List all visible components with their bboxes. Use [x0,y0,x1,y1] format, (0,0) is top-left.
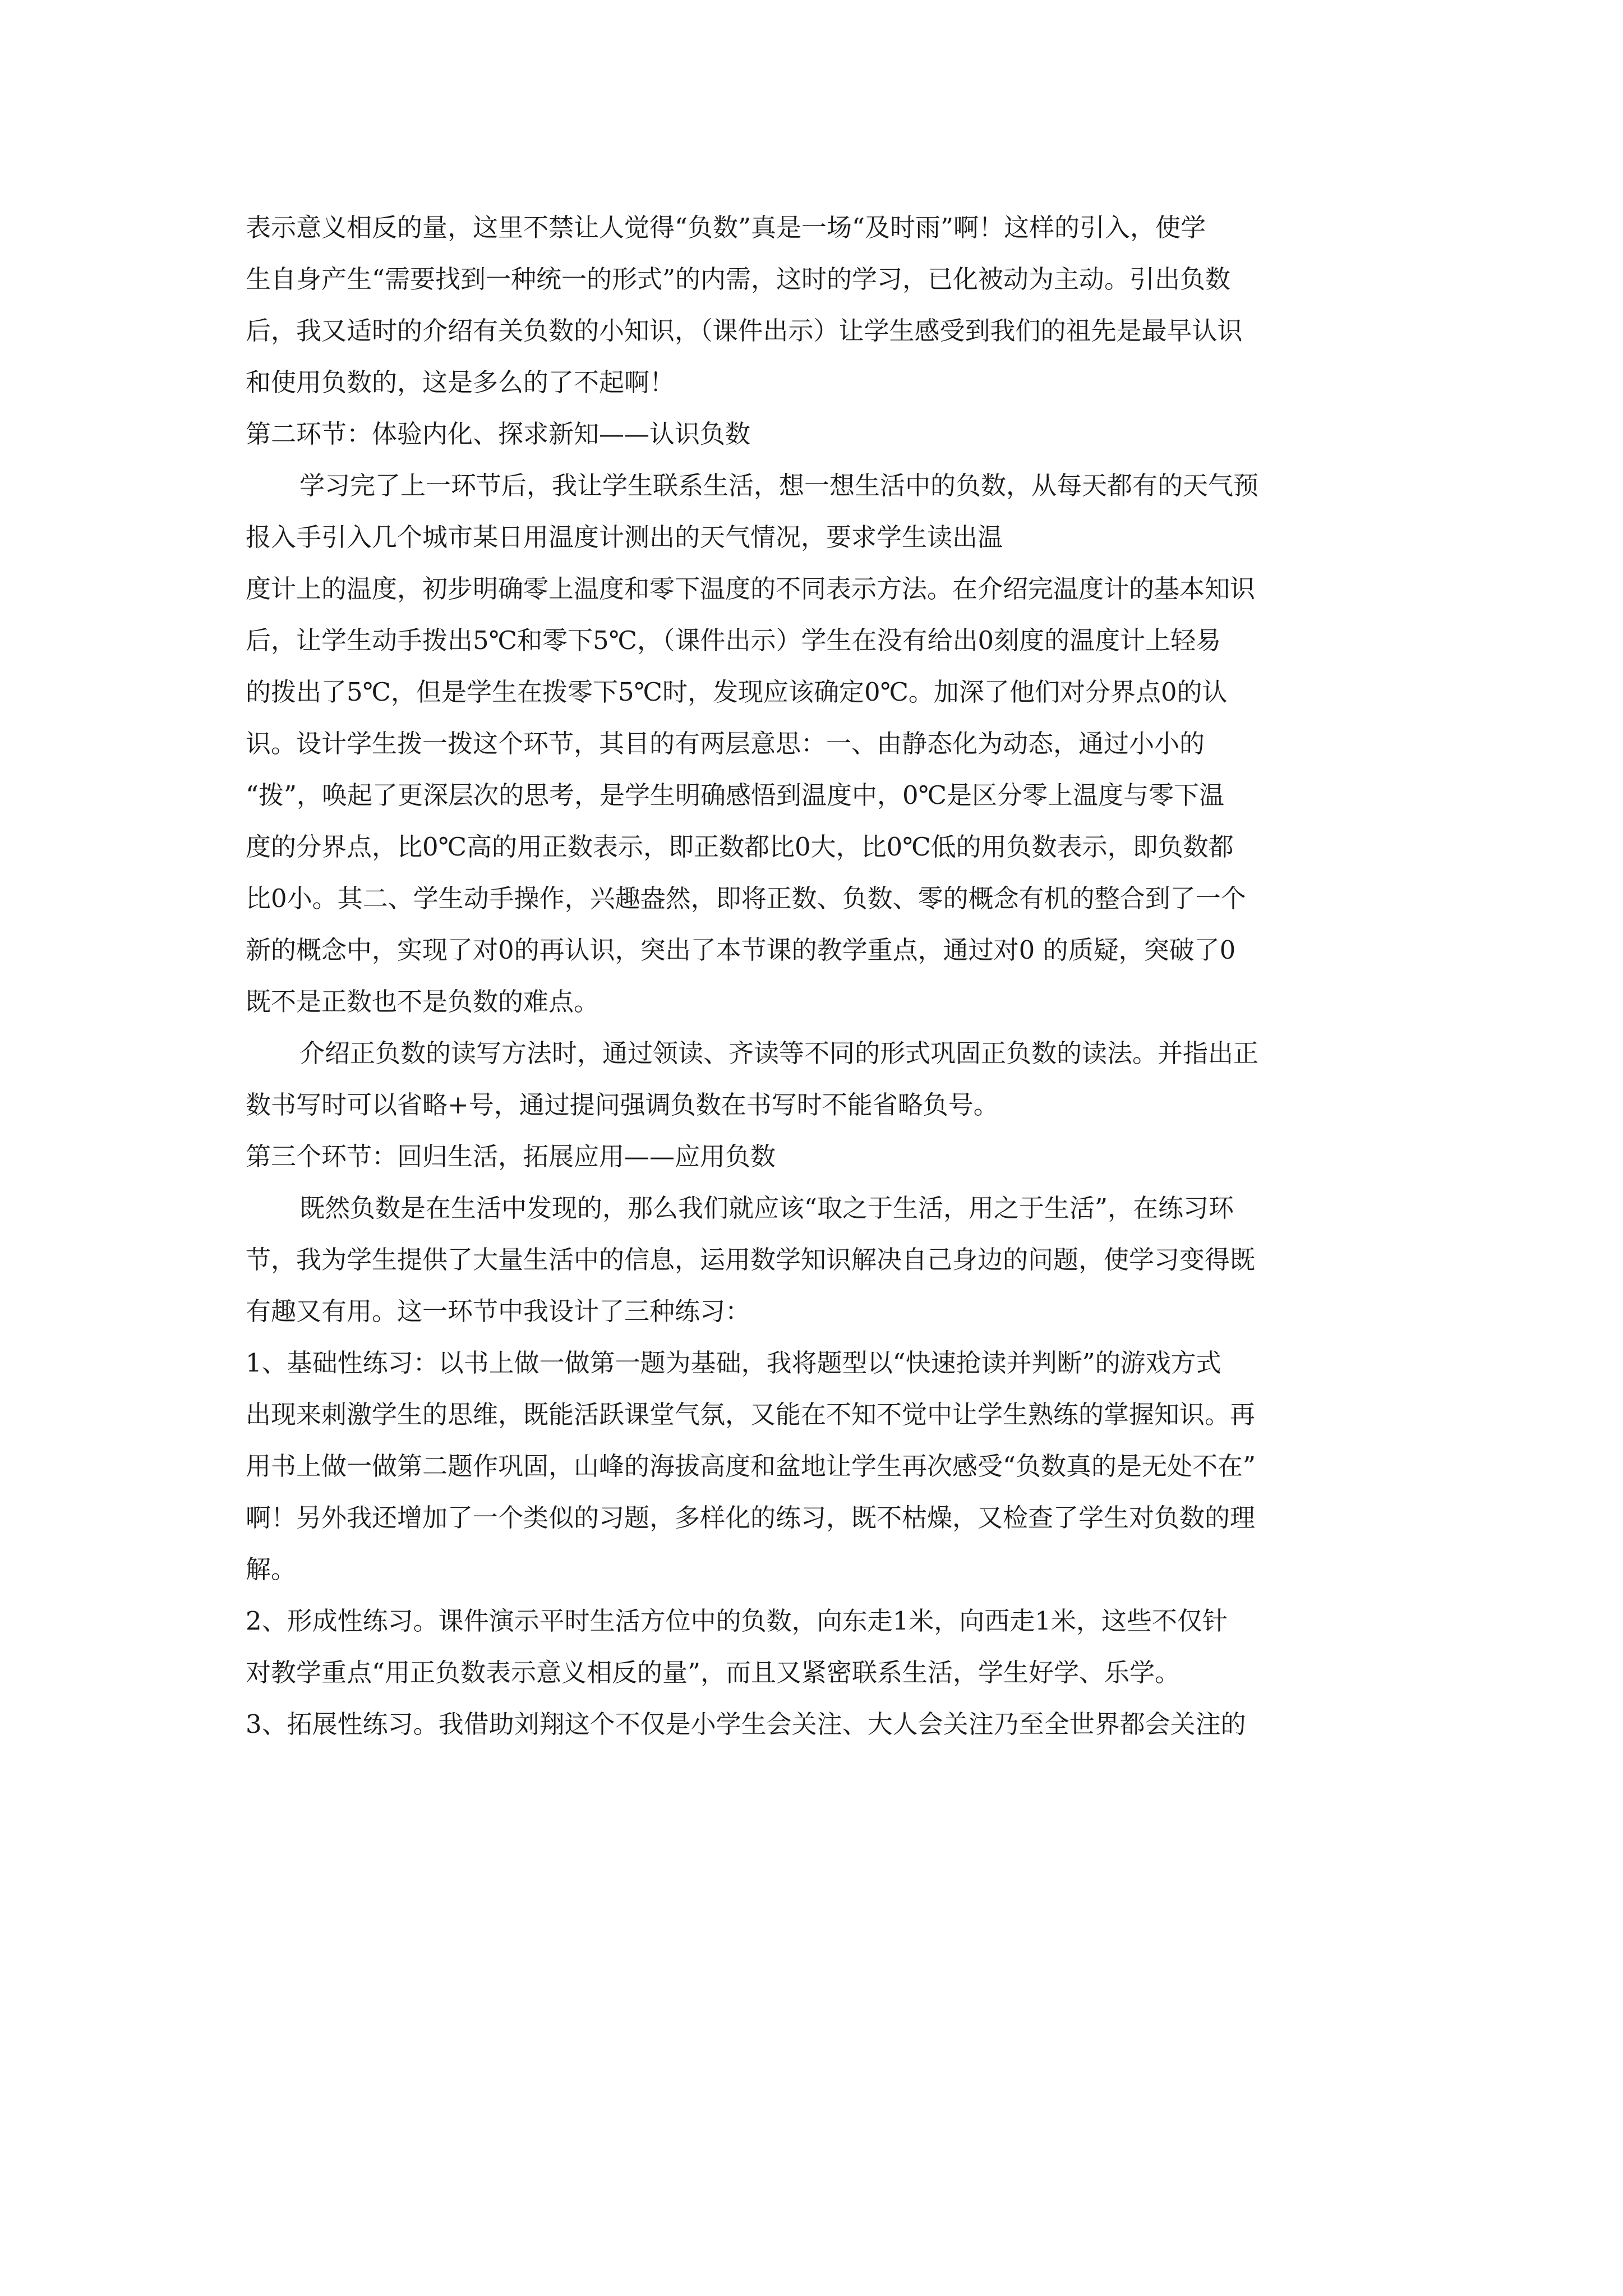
text-line: 后，我又适时的介绍有关负数的小知识，（课件出示）让学生感受到我们的祖先是最早认识 [246,316,1243,346]
text-line: 既然负数是在生活中发现的，那么我们就应该“取之于生活，用之于生活”，在练习环 [299,1193,1234,1223]
text-line: 啊！另外我还增加了一个类似的习题，多样化的练习，既不枯燥，又检查了学生对负数的理 [246,1503,1256,1533]
text-line: 1、基础性练习：以书上做一做第一题为基础，我将题型以“快速抢读并判断”的游戏方式 [246,1348,1221,1378]
text-line: 学习完了上一环节后，我让学生联系生活，想一想生活中的负数，从每天都有的天气预 [299,471,1259,500]
text-line: 度计上的温度，初步明确零上温度和零下温度的不同表示方法。在介绍完温度计的基本知识 [246,574,1256,604]
text-line: 比0小。其二、学生动手操作，兴趣盎然，即将正数、负数、零的概念有机的整合到了一个 [246,884,1246,913]
text-line: 出现来刺激学生的思维，既能活跃课堂气氛，又能在不知不觉中让学生熟练的掌握知识。再 [246,1400,1256,1429]
text-line: 2、形成性练习。课件演示平时生活方位中的负数，向东走1米，向西走1米，这些不仅针 [246,1606,1228,1636]
text-line: 3、拓展性练习。我借助刘翔这个不仅是小学生会关注、大人会关注乃至全世界都会关注的 [246,1709,1246,1739]
text-line: 有趣又有用。这一环节中我设计了三种练习： [246,1296,751,1326]
text-line: 新的概念中，实现了对0的再认识，突出了本节课的教学重点，通过对0 的质疑，突破了0 [246,935,1236,965]
text-line: 数书写时可以省略+号，通过提问强调负数在书写时不能省略负号。 [246,1090,999,1120]
body-text [246,202,1390,1750]
text-line: 报入手引入几个城市某日用温度计测出的天气情况，要求学生读出温 [246,522,1003,552]
text-line: 的拨出了5℃，但是学生在拨零下5℃时，发现应该确定0℃。加深了他们对分界点0的认 [246,677,1228,707]
text-line: “拨”，唤起了更深层次的思考，是学生明确感悟到温度中，0℃是区分零上温度与零下温 [246,780,1224,810]
text-line: 生自身产生“需要找到一种统一的形式”的内需，这时的学习，已化被动为主动。引出负数 [246,264,1231,294]
text-line: 第二环节：体验内化、探求新知——认识负数 [246,419,751,449]
text-line: 节，我为学生提供了大量生活中的信息，运用数学知识解决自己身边的问题，使学习变得既 [246,1245,1256,1274]
text-line: 第三个环节：回归生活，拓展应用——应用负数 [246,1142,776,1171]
text-line: 用书上做一做第二题作巩固，山峰的海拔高度和盆地让学生再次感受“负数真的是无处不在” [246,1451,1256,1481]
text-line: 对教学重点“用正负数表示意义相反的量”，而且又紧密联系生活，学生好学、乐学。 [246,1658,1181,1687]
text-line: 识。设计学生拨一拨这个环节，其目的有两层意思：一、由静态化为动态，通过小小的 [246,729,1205,758]
text-line: 后，让学生动手拨出5℃和零下5℃，（课件出示）学生在没有给出0刻度的温度计上轻易 [246,625,1221,655]
text-line: 解。 [246,1554,297,1584]
text-line: 和使用负数的，这是多么的了不起啊！ [246,367,675,397]
text-line: 介绍正负数的读写方法时，通过领读、齐读等不同的形式巩固正负数的读法。并指出正 [299,1038,1259,1068]
text-line: 度的分界点，比0℃高的用正数表示，即正数都比0大，比0℃低的用负数表示，即负数都 [246,832,1234,862]
text-line: 表示意义相反的量，这里不禁让人觉得“负数”真是一场“及时雨”啊！这样的引入，使学 [246,213,1206,242]
text-line: 既不是正数也不是负数的难点。 [246,987,600,1016]
